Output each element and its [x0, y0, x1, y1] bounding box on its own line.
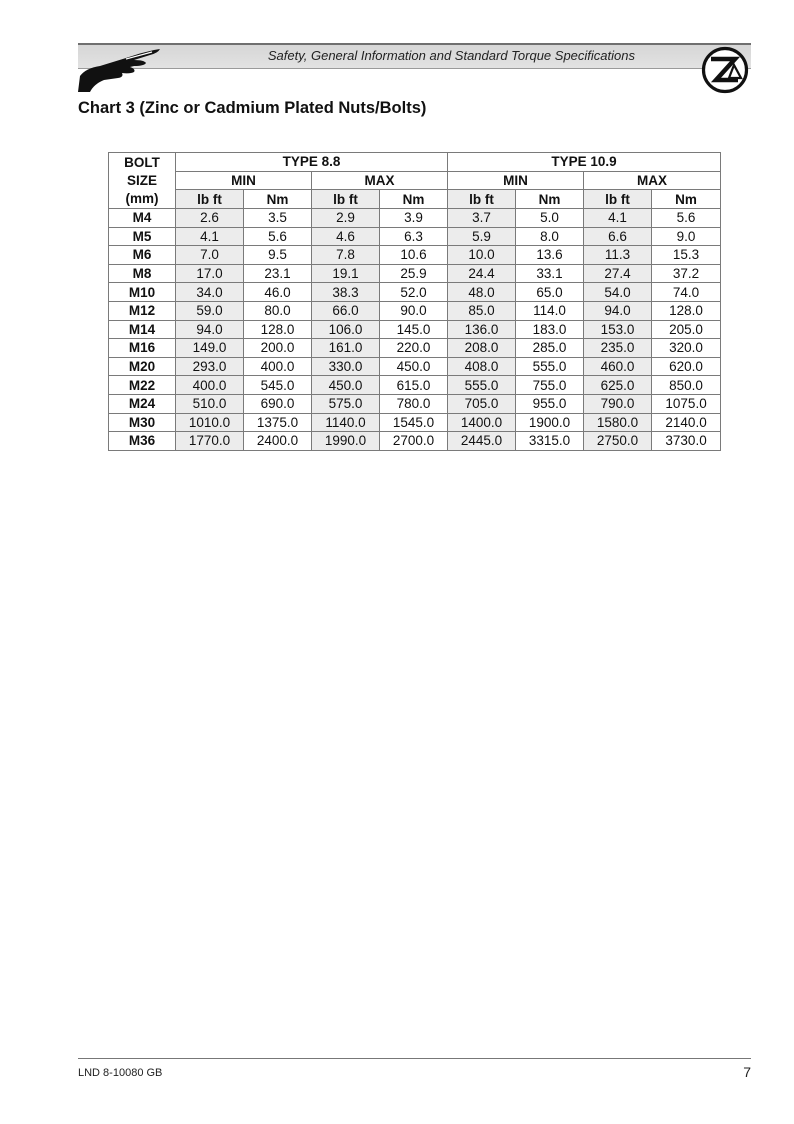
torque-value-cell: 330.0: [312, 357, 380, 376]
torque-value-cell: 293.0: [176, 357, 244, 376]
torque-value-cell: 48.0: [448, 283, 516, 302]
torque-value-cell: 3315.0: [516, 432, 584, 451]
torque-value-cell: 1770.0: [176, 432, 244, 451]
torque-value-cell: 10.0: [448, 246, 516, 265]
torque-value-cell: 3.5: [244, 209, 312, 228]
torque-value-cell: 460.0: [584, 357, 652, 376]
torque-value-cell: 6.3: [380, 227, 448, 246]
table-body: [109, 209, 721, 451]
torque-value-cell: 2.6: [176, 209, 244, 228]
torque-value-cell: 46.0: [244, 283, 312, 302]
torque-value-cell: 4.6: [312, 227, 380, 246]
torque-value-cell: 6.6: [584, 227, 652, 246]
range-header: MIN: [176, 171, 312, 190]
torque-value-cell: 690.0: [244, 394, 312, 413]
torque-value-cell: 545.0: [244, 376, 312, 395]
table-row: [109, 394, 721, 413]
torque-value-cell: 235.0: [584, 339, 652, 358]
table-row: [109, 264, 721, 283]
torque-value-cell: 38.3: [312, 283, 380, 302]
type-header-row: [109, 153, 721, 172]
torque-value-cell: 555.0: [516, 357, 584, 376]
torque-value-cell: 5.6: [652, 209, 721, 228]
unit-header: Nm: [244, 190, 312, 209]
bolt-size-cell: M30: [109, 413, 176, 432]
torque-value-cell: 94.0: [176, 320, 244, 339]
torque-value-cell: 7.8: [312, 246, 380, 265]
torque-value-cell: 755.0: [516, 376, 584, 395]
torque-value-cell: 24.4: [448, 264, 516, 283]
torque-value-cell: 80.0: [244, 301, 312, 320]
torque-value-cell: 450.0: [312, 376, 380, 395]
table-row: [109, 283, 721, 302]
table-row: [109, 209, 721, 228]
bolt-size-cell: M20: [109, 357, 176, 376]
table-row: [109, 339, 721, 358]
range-header-row: [109, 171, 721, 190]
torque-value-cell: 1140.0: [312, 413, 380, 432]
torque-value-cell: 1990.0: [312, 432, 380, 451]
torque-value-cell: 400.0: [244, 357, 312, 376]
torque-value-cell: 4.1: [176, 227, 244, 246]
torque-value-cell: 625.0: [584, 376, 652, 395]
torque-value-cell: 450.0: [380, 357, 448, 376]
torque-value-cell: 955.0: [516, 394, 584, 413]
torque-value-cell: 19.1: [312, 264, 380, 283]
torque-value-cell: 85.0: [448, 301, 516, 320]
footer-doc-code: LND 8-10080 GB: [78, 1067, 163, 1079]
torque-value-cell: 52.0: [380, 283, 448, 302]
torque-value-cell: 9.5: [244, 246, 312, 265]
torque-value-cell: 37.2: [652, 264, 721, 283]
torque-value-cell: 11.3: [584, 246, 652, 265]
torque-value-cell: 2750.0: [584, 432, 652, 451]
units-header-row: [109, 190, 721, 209]
torque-value-cell: 2140.0: [652, 413, 721, 432]
bolt-header-line-2: SIZE: [126, 173, 157, 188]
torque-value-cell: 575.0: [312, 394, 380, 413]
bolt-size-cell: M22: [109, 376, 176, 395]
torque-value-cell: 2445.0: [448, 432, 516, 451]
bolt-size-header: [109, 153, 176, 209]
bolt-size-cell: M10: [109, 283, 176, 302]
torque-value-cell: 620.0: [652, 357, 721, 376]
bolt-size-cell: M6: [109, 246, 176, 265]
torque-value-cell: 10.6: [380, 246, 448, 265]
torque-value-cell: 5.9: [448, 227, 516, 246]
footer-rule: [78, 1058, 751, 1059]
torque-value-cell: 2700.0: [380, 432, 448, 451]
bolt-size-cell: M16: [109, 339, 176, 358]
torque-value-cell: 128.0: [652, 301, 721, 320]
bolt-size-cell: M4: [109, 209, 176, 228]
torque-value-cell: 149.0: [176, 339, 244, 358]
torque-value-cell: 153.0: [584, 320, 652, 339]
torque-value-cell: 2400.0: [244, 432, 312, 451]
torque-value-cell: 3.9: [380, 209, 448, 228]
range-header: MAX: [584, 171, 721, 190]
torque-value-cell: 128.0: [244, 320, 312, 339]
torque-value-cell: 13.6: [516, 246, 584, 265]
torque-value-cell: 3730.0: [652, 432, 721, 451]
unit-header: lb ft: [312, 190, 380, 209]
table-row: [109, 246, 721, 265]
table-row: [109, 227, 721, 246]
torque-value-cell: 94.0: [584, 301, 652, 320]
bolt-size-cell: M5: [109, 227, 176, 246]
torque-value-cell: 9.0: [652, 227, 721, 246]
torque-value-cell: 2.9: [312, 209, 380, 228]
bolt-size-cell: M14: [109, 320, 176, 339]
torque-value-cell: 555.0: [448, 376, 516, 395]
table-row: [109, 357, 721, 376]
brand-logo-icon: [701, 46, 749, 94]
range-header: MIN: [448, 171, 584, 190]
torque-value-cell: 136.0: [448, 320, 516, 339]
torque-value-cell: 220.0: [380, 339, 448, 358]
unit-header: Nm: [652, 190, 721, 209]
torque-value-cell: 780.0: [380, 394, 448, 413]
unit-header: lb ft: [584, 190, 652, 209]
torque-value-cell: 161.0: [312, 339, 380, 358]
torque-value-cell: 7.0: [176, 246, 244, 265]
bolt-header-line-3: (mm): [125, 191, 159, 206]
torque-value-cell: 65.0: [516, 283, 584, 302]
torque-value-cell: 25.9: [380, 264, 448, 283]
bolt-size-cell: M36: [109, 432, 176, 451]
table-row: [109, 432, 721, 451]
torque-value-cell: 705.0: [448, 394, 516, 413]
torque-value-cell: 510.0: [176, 394, 244, 413]
torque-value-cell: 54.0: [584, 283, 652, 302]
torque-value-cell: 208.0: [448, 339, 516, 358]
footer-page-number: 7: [743, 1064, 751, 1080]
chart-title: Chart 3 (Zinc or Cadmium Plated Nuts/Bolts): [78, 99, 427, 117]
torque-value-cell: 34.0: [176, 283, 244, 302]
table-row: [109, 301, 721, 320]
bolt-size-cell: M12: [109, 301, 176, 320]
torque-value-cell: 3.7: [448, 209, 516, 228]
torque-value-cell: 23.1: [244, 264, 312, 283]
torque-value-cell: 17.0: [176, 264, 244, 283]
torque-value-cell: 114.0: [516, 301, 584, 320]
torque-value-cell: 408.0: [448, 357, 516, 376]
torque-value-cell: 1900.0: [516, 413, 584, 432]
table-row: [109, 413, 721, 432]
torque-value-cell: 106.0: [312, 320, 380, 339]
torque-value-cell: 33.1: [516, 264, 584, 283]
type-8-8-header: TYPE 8.8: [176, 153, 448, 172]
header-title: Safety, General Information and Standard Torque Specifications: [267, 48, 635, 63]
torque-value-cell: 285.0: [516, 339, 584, 358]
torque-value-cell: 145.0: [380, 320, 448, 339]
header-band: [78, 43, 751, 69]
torque-value-cell: 8.0: [516, 227, 584, 246]
torque-value-cell: 27.4: [584, 264, 652, 283]
torque-value-cell: 1580.0: [584, 413, 652, 432]
unit-header: Nm: [380, 190, 448, 209]
torque-value-cell: 320.0: [652, 339, 721, 358]
bolt-size-cell: M24: [109, 394, 176, 413]
torque-value-cell: 850.0: [652, 376, 721, 395]
torque-value-cell: 205.0: [652, 320, 721, 339]
torque-value-cell: 5.0: [516, 209, 584, 228]
torque-value-cell: 4.1: [584, 209, 652, 228]
type-10-9-header: TYPE 10.9: [448, 153, 721, 172]
range-header: MAX: [312, 171, 448, 190]
unit-header: lb ft: [176, 190, 244, 209]
torque-value-cell: 90.0: [380, 301, 448, 320]
torque-value-cell: 5.6: [244, 227, 312, 246]
unit-header: Nm: [516, 190, 584, 209]
torque-value-cell: 183.0: [516, 320, 584, 339]
torque-value-cell: 66.0: [312, 301, 380, 320]
torque-table: [108, 152, 721, 451]
unit-header: lb ft: [448, 190, 516, 209]
torque-value-cell: 1075.0: [652, 394, 721, 413]
torque-value-cell: 200.0: [244, 339, 312, 358]
torque-value-cell: 1545.0: [380, 413, 448, 432]
torque-value-cell: 1400.0: [448, 413, 516, 432]
table-row: [109, 376, 721, 395]
torque-value-cell: 400.0: [176, 376, 244, 395]
torque-value-cell: 15.3: [652, 246, 721, 265]
hand-icon: [74, 46, 164, 96]
bolt-size-cell: M8: [109, 264, 176, 283]
torque-value-cell: 615.0: [380, 376, 448, 395]
torque-value-cell: 59.0: [176, 301, 244, 320]
bolt-header-line-1: BOLT: [124, 155, 160, 170]
table-row: [109, 320, 721, 339]
torque-value-cell: 1010.0: [176, 413, 244, 432]
torque-value-cell: 74.0: [652, 283, 721, 302]
torque-value-cell: 1375.0: [244, 413, 312, 432]
torque-value-cell: 790.0: [584, 394, 652, 413]
